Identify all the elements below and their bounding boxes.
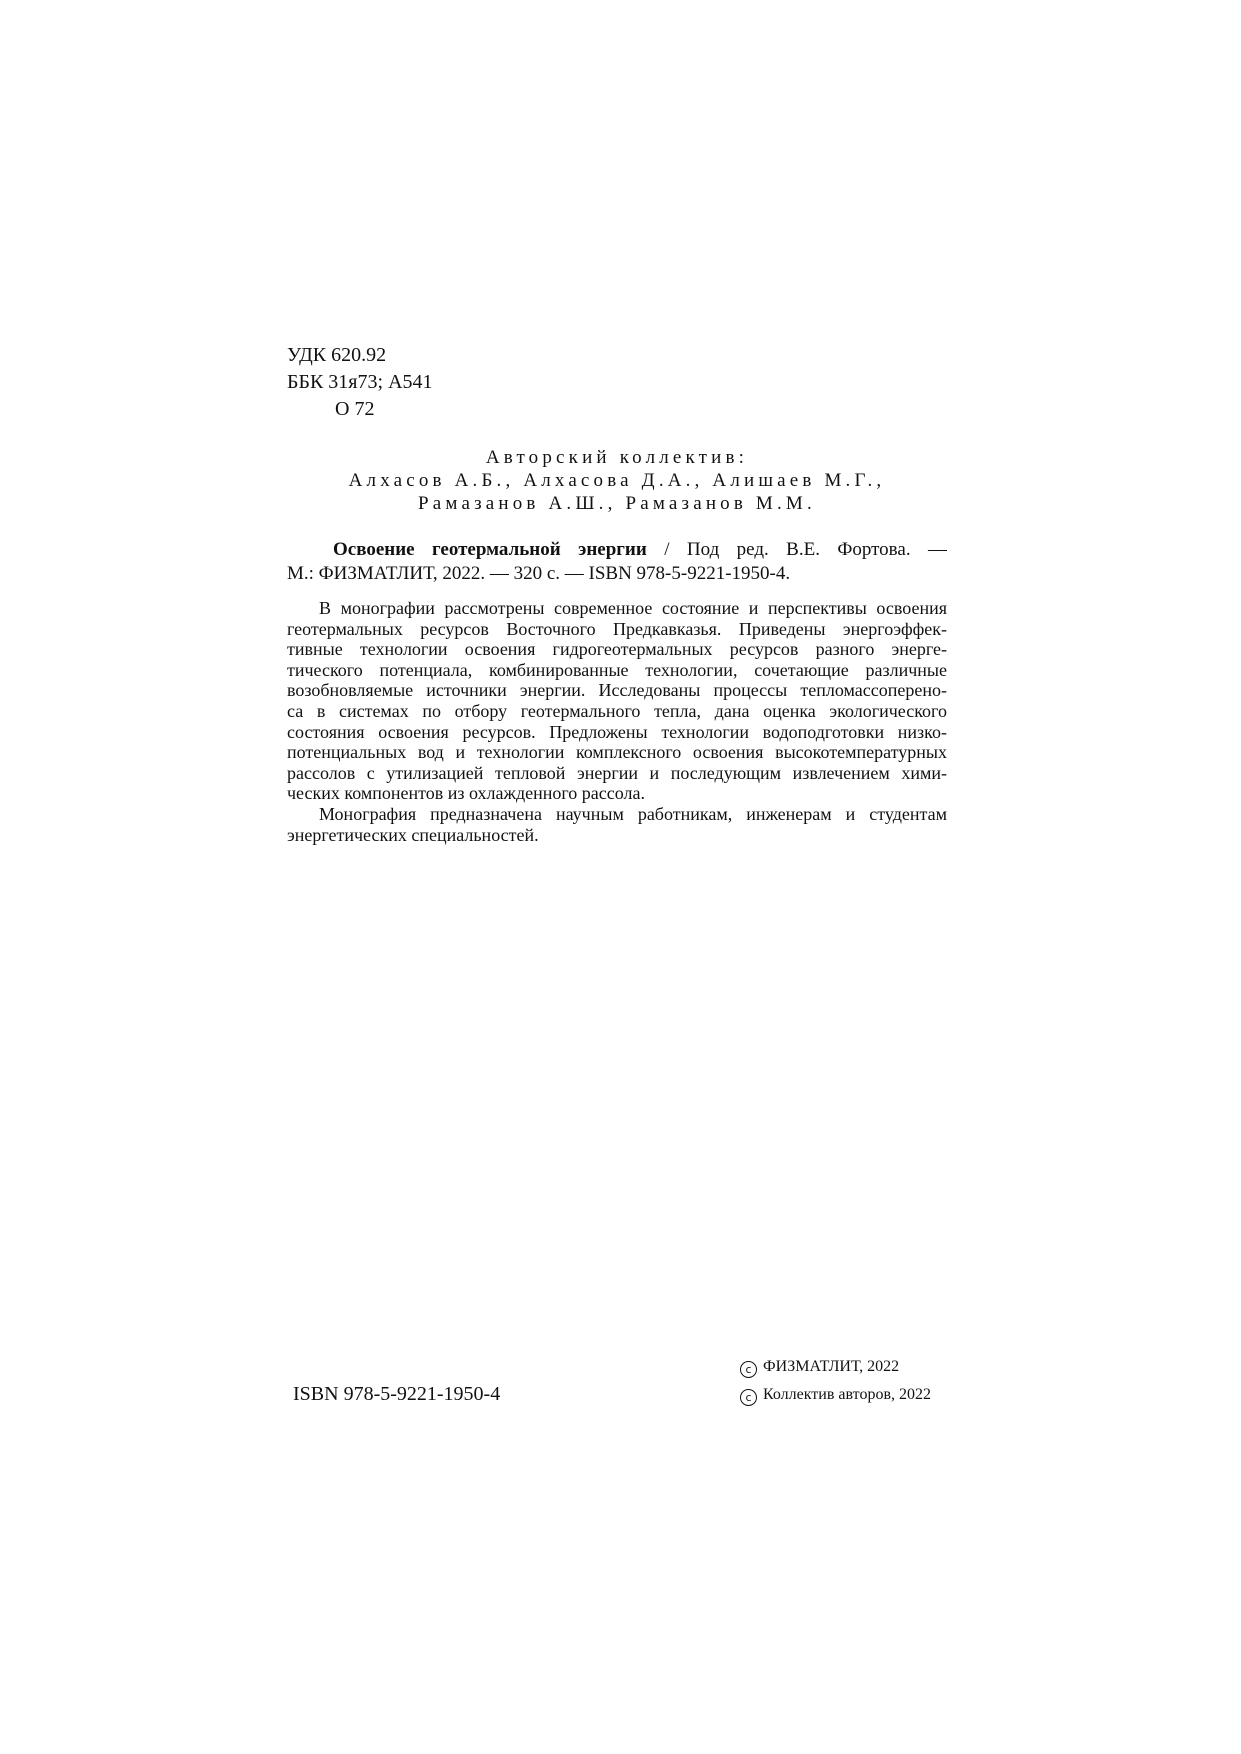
abstract-line: тивные технологии освоения гидрогеотермальных ресурсов разного энерге- xyxy=(287,639,947,660)
authors-heading: Авторский коллектив: xyxy=(485,447,749,468)
copyright-publisher-line xyxy=(740,1353,947,1381)
abstract-line: тического потенциала, комбинированные технологии, сочетающие различные xyxy=(287,659,947,680)
abstract-line: возобновляемые источники энергии. Исследованы процессы тепломассоперено- xyxy=(287,680,947,701)
abstract xyxy=(287,598,947,845)
udk-code: УДК 620.92 xyxy=(287,344,387,366)
editor-statement: / Под ред. В.Е. Фортова. — xyxy=(646,539,947,560)
bibliographic-record xyxy=(287,538,947,586)
isbn-number: ISBN 978-5-9221-1950-4 xyxy=(293,1383,501,1405)
abstract-line: В монографии рассмотрены современное состояние и перспективы освоения xyxy=(319,598,947,618)
copyright-block xyxy=(740,1353,947,1409)
abstract-line: ческих компонентов из охлажденного рассола. xyxy=(287,783,646,804)
authors-line-1: Алхасов А.Б., Алхасова Д.А., Алишаев М.Г., xyxy=(348,470,886,491)
book-title: Освоение геотермальной энергии xyxy=(333,539,647,560)
abstract-line: потенциальных вод и технологии комплексного освоения высокотемпературных xyxy=(287,742,947,763)
authors-block xyxy=(287,446,947,515)
bbk-code: ББК 31я73; А541 xyxy=(287,371,433,393)
author-mark: О 72 xyxy=(335,398,375,420)
abstract-line: геотермальных ресурсов Восточного Предкавказья. Приведены энергоэффек- xyxy=(287,618,947,639)
classification-block xyxy=(287,342,433,423)
bibliographic-line-2: М.: ФИЗМАТЛИТ, 2022. — 320 с. — ISBN 978-5-9221-1950-4. xyxy=(287,563,791,584)
abstract-line: состояния освоения ресурсов. Предложены технологии водоподготовки низко- xyxy=(287,721,947,742)
copyright-authors: Коллектив авторов, 2022 xyxy=(763,1386,931,1403)
copyright-icon: c xyxy=(740,1361,757,1378)
abstract-line: са в системах по отбору геотермального тепла, дана оценка экологического xyxy=(287,700,947,721)
abstract-line: рассолов с утилизацией тепловой энергии и последующим извлечением хими- xyxy=(287,762,947,783)
authors-line-2: Рамазанов А.Ш., Рамазанов М.М. xyxy=(418,493,816,514)
copyright-publisher: ФИЗМАТЛИТ, 2022 xyxy=(763,1358,900,1375)
abstract-line: энергетических специальностей. xyxy=(287,824,539,845)
abstract-line: Монография предназначена научным работникам, инженерам и студентам xyxy=(319,803,947,824)
bibliographic-line-1 xyxy=(287,538,947,562)
copyright-icon: c xyxy=(740,1389,757,1406)
copyright-authors-line xyxy=(740,1381,947,1409)
